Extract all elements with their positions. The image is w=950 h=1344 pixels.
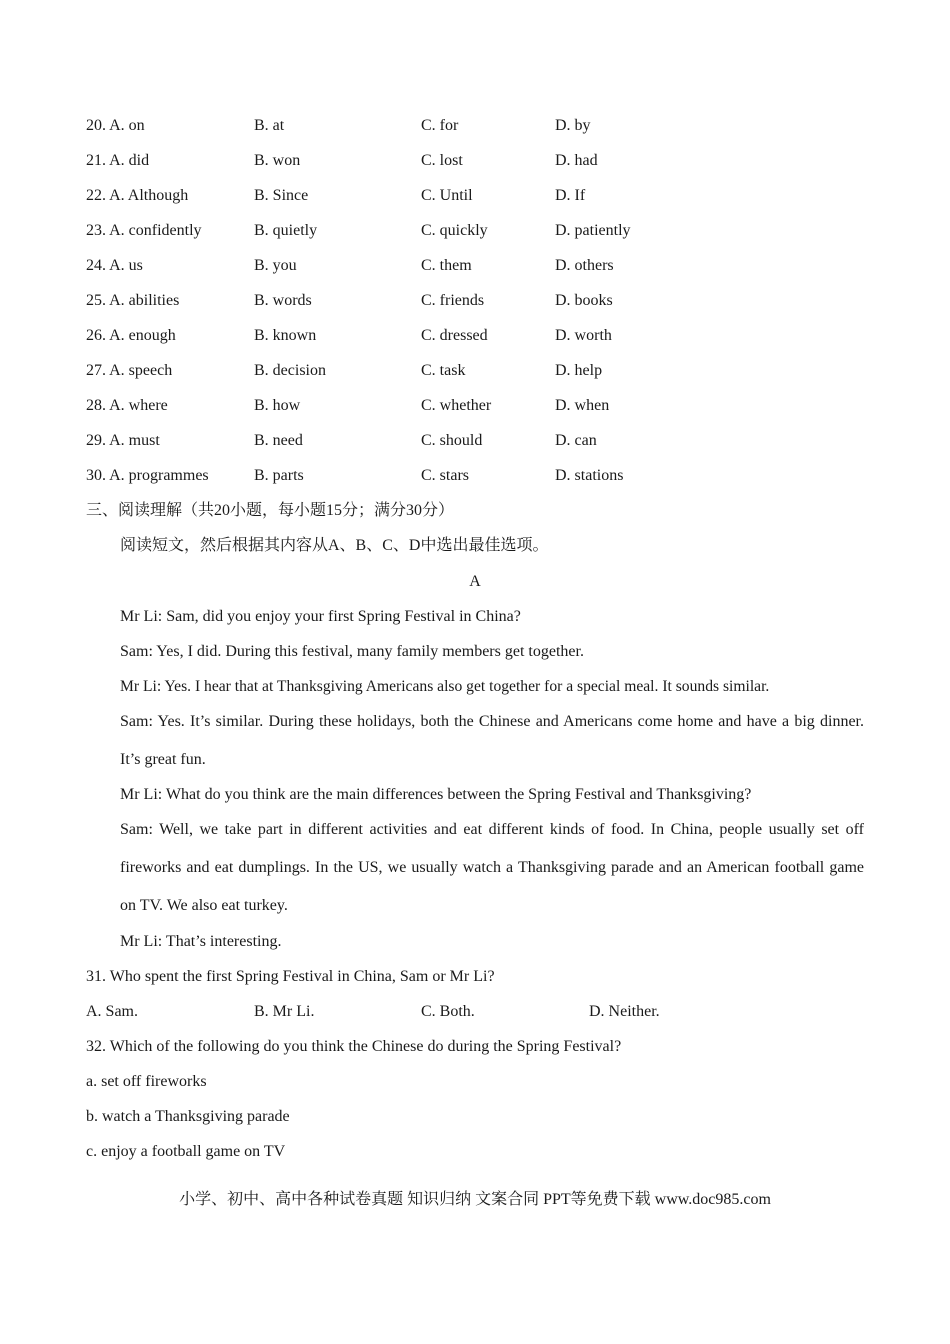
option-b: B. at bbox=[254, 117, 285, 134]
option-d: D. Neither. bbox=[589, 1003, 660, 1020]
question-31-stem: 31. Who spent the first Spring Festival in China, Sam or Mr Li? bbox=[86, 968, 495, 985]
option-a: A. Sam. bbox=[86, 1003, 138, 1020]
dialogue-line: Mr Li: Sam, did you enjoy your first Spring Festival in China? bbox=[120, 608, 521, 625]
option-c: C. stars bbox=[421, 467, 469, 484]
option-d: D. books bbox=[555, 292, 613, 309]
option-c: C. friends bbox=[421, 292, 485, 309]
option-c: C. lost bbox=[421, 152, 463, 169]
option-a: 20. A. on bbox=[86, 117, 145, 134]
option-d: D. others bbox=[555, 257, 614, 274]
option-a: 29. A. must bbox=[86, 432, 160, 449]
option-b: B. won bbox=[254, 152, 301, 169]
section-instruction: 阅读短文，然后根据其内容从A、B、C、D中选出最佳选项。 bbox=[120, 537, 549, 554]
option-d: D. worth bbox=[555, 327, 612, 344]
option-d: D. when bbox=[555, 397, 610, 414]
question-32-stem: 32. Which of the following do you think the Chinese do during the Spring Festival? bbox=[86, 1038, 622, 1055]
option-row-23 bbox=[86, 219, 864, 243]
option-row-20 bbox=[86, 114, 864, 138]
dialogue-line: Sam: Yes, I did. During this festival, many family members get together. bbox=[120, 643, 584, 660]
option-c: C. them bbox=[421, 257, 472, 274]
option-a: 21. A. did bbox=[86, 152, 150, 169]
option-a: 27. A. speech bbox=[86, 362, 173, 379]
option-b: B. decision bbox=[254, 362, 326, 379]
option-row-27 bbox=[86, 359, 864, 383]
option-c: C. Both. bbox=[421, 1003, 475, 1020]
option-b: B. quietly bbox=[254, 222, 318, 239]
option-d: D. by bbox=[555, 117, 591, 134]
option-b: B. you bbox=[254, 257, 297, 274]
option-b: B. Mr Li. bbox=[254, 1003, 315, 1020]
option-d: D. If bbox=[555, 187, 586, 204]
option-row-22 bbox=[86, 184, 864, 208]
passage-label: A bbox=[469, 573, 481, 590]
option-d: D. help bbox=[555, 362, 603, 379]
option-d: D. had bbox=[555, 152, 598, 169]
option-c: C. Until bbox=[421, 187, 473, 204]
page-footer: 小学、初中、高中各种试卷真题 知识归纳 文案合同 PPT等免费下载 www.doc985.com bbox=[179, 1191, 771, 1208]
option-c: C. should bbox=[421, 432, 483, 449]
option-row-28 bbox=[86, 394, 864, 418]
option-d: D. can bbox=[555, 432, 597, 449]
question-32-item-a: a. set off fireworks bbox=[86, 1073, 207, 1090]
question-32-item-c: c. enjoy a football game on TV bbox=[86, 1143, 286, 1160]
option-row-21 bbox=[86, 149, 864, 173]
dialogue-line: Mr Li: What do you think are the main differences between the Spring Festival and Thanksgiving? bbox=[120, 786, 752, 803]
option-c: C. task bbox=[421, 362, 466, 379]
option-b: B. Since bbox=[254, 187, 309, 204]
option-c: C. for bbox=[421, 117, 459, 134]
option-a: 22. A. Although bbox=[86, 187, 189, 204]
option-row-25 bbox=[86, 289, 864, 313]
option-a: 25. A. abilities bbox=[86, 292, 180, 309]
dialogue-line: Mr Li: That’s interesting. bbox=[120, 933, 282, 950]
dialogue-paragraph bbox=[86, 703, 864, 779]
option-row-30 bbox=[86, 464, 864, 488]
option-a: 28. A. where bbox=[86, 397, 168, 414]
option-d: D. stations bbox=[555, 467, 624, 484]
option-b: B. parts bbox=[254, 467, 304, 484]
option-c: C. whether bbox=[421, 397, 492, 414]
option-row-29 bbox=[86, 429, 864, 453]
dialogue-paragraph bbox=[86, 811, 864, 925]
option-c: C. dressed bbox=[421, 327, 488, 344]
dialogue-line: Mr Li: Yes. I hear that at Thanksgiving Americans also get together for a special meal. It sounds similar. bbox=[120, 678, 770, 695]
option-a: 24. A. us bbox=[86, 257, 143, 274]
option-a: 23. A. confidently bbox=[86, 222, 202, 239]
option-a: 30. A. programmes bbox=[86, 467, 209, 484]
dialogue-line: Sam: Well, we take part in different activities and eat different kinds of food. In China, people usually set off fireworks and eat dumplings. In the US, we usually watch a Thanksgiving parade and an American football game on TV. We also eat turkey. bbox=[120, 821, 864, 914]
option-c: C. quickly bbox=[421, 222, 488, 239]
option-b: B. known bbox=[254, 327, 317, 344]
option-row-24 bbox=[86, 254, 864, 278]
option-b: B. words bbox=[254, 292, 312, 309]
option-a: 26. A. enough bbox=[86, 327, 176, 344]
section-heading: 三、阅读理解（共20小题，每小题15分；满分30分） bbox=[86, 502, 455, 519]
dialogue-line: Sam: Yes. It’s similar. During these holidays, both the Chinese and Americans come home and have a big dinner. It’s great fun. bbox=[120, 713, 864, 768]
option-d: D. patiently bbox=[555, 222, 631, 239]
question-31-options bbox=[86, 1000, 864, 1024]
option-row-26 bbox=[86, 324, 864, 348]
option-b: B. need bbox=[254, 432, 303, 449]
option-b: B. how bbox=[254, 397, 301, 414]
question-32-item-b: b. watch a Thanksgiving parade bbox=[86, 1108, 290, 1125]
